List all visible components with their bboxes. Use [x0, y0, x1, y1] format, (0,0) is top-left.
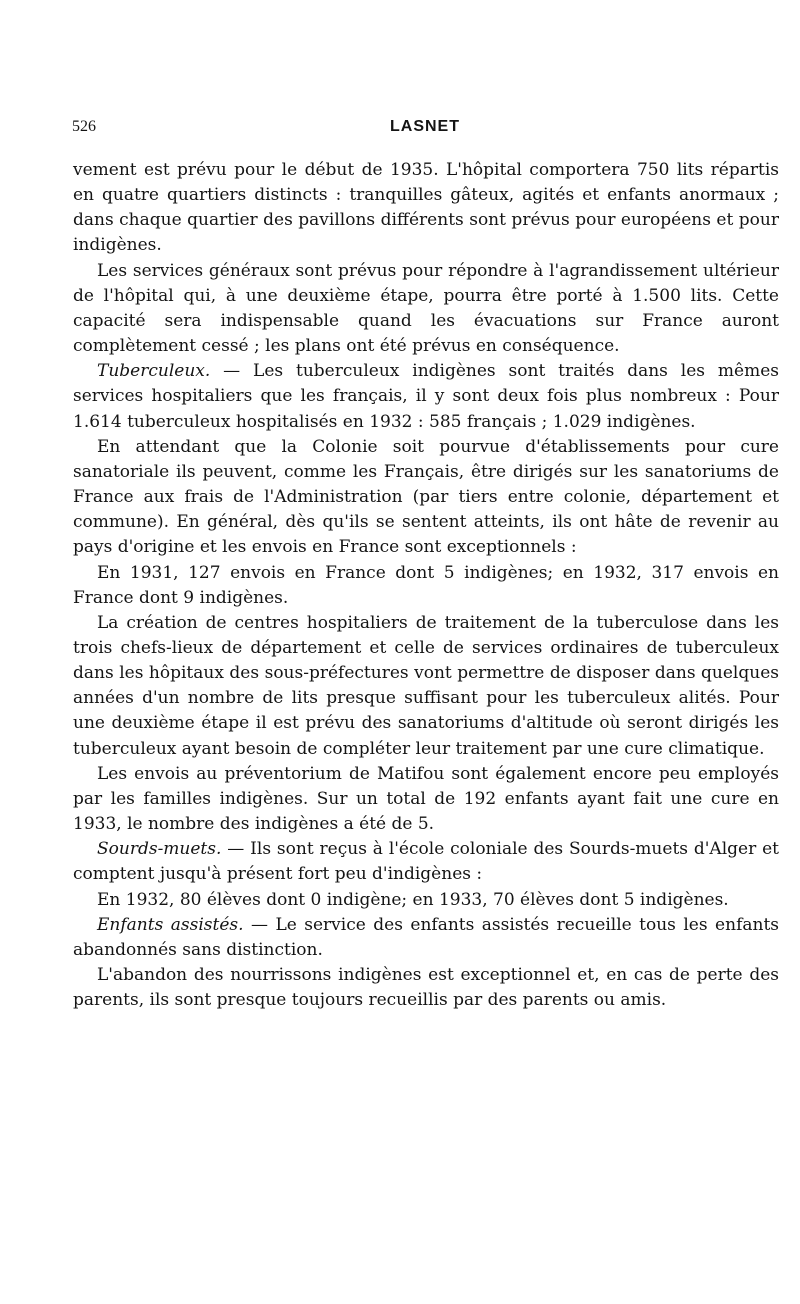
paragraph-envois-statistics: En 1931, 127 envois en France dont 5 indigènes; en 1932, 317 envois en France dont 9 indigènes.	[73, 562, 779, 608]
body-text	[73, 158, 779, 1013]
paragraph-sanatorium-france: En attendant que la Colonie soit pourvue d'établissements pour cure sanatoriale ils peuvent, comme les Français, être dirigés sur les sanatoriums de France aux frais de l'Administration (par tiers entre colonie, département et commune). En général, dès qu'ils se sentent atteints, ils ont hâte de revenir au pays d'origine et les envois en France sont exceptionnels :	[73, 436, 779, 558]
paragraph-abandon: L'abandon des nourrissons indigènes est exceptionnel et, en cas de perte des parents, ils sont presque toujours recueillis par des parents ou amis.	[73, 965, 779, 1011]
paragraph-sourds-muets: Sourds-muets. — Ils sont reçus à l'école coloniale des Sourds-muets d'Alger et comptent jusqu'à présent fort peu d'indigènes :	[73, 839, 779, 885]
paragraph-hospital-centres: La création de centres hospitaliers de traitement de la tuberculose dans les trois chefs-lieux de département et celle de services ordinaires de tuberculeux dans les hôpitaux des sous-préfectures vont permettre de disposer dans quelques années d'un nombre de lits presque suffisant pour les tuberculeux alités. Pour une deuxième étape il est prévu des sanatoriums d'altitude où seront dirigés les tuberculeux ayant besoin de compléter leur traitement par une cure climatique.	[73, 612, 779, 759]
page-header	[72, 118, 778, 142]
paragraph-general-services: Les services généraux sont prévus pour répondre à l'agrandissement ultérieur de l'hôpital qui, à une deuxième étape, pourra être porté à 1.500 lits. Cette capacité sera indispensable quand les évacuations sur France auront complètement cessé ; les plans ont été prévus en conséquence.	[73, 260, 779, 357]
rubric-tuberculeux: Tuberculeux.	[97, 361, 211, 382]
rubric-sourds-muets: Sourds-muets.	[97, 839, 222, 860]
paragraph-eleves-statistics: En 1932, 80 élèves dont 0 indigène; en 1933, 70 élèves dont 5 indigènes.	[97, 889, 729, 910]
paragraph-tuberculeux: Tuberculeux. — Les tuberculeux indigènes sont traités dans les mêmes services hospitaliers que les français, il y sont deux fois plus nombreux : Pour 1.614 tuberculeux hospitalisés en 1932 : 585 français ; 1.029 indigènes.	[73, 361, 779, 432]
paragraph-hospital-continuation: vement est prévu pour le début de 1935. L'hôpital comportera 750 lits répartis en quatre quartiers distincts : tranquilles gâteux, agités et enfants anormaux ; dans chaque quartier des pavillons différents sont prévus pour européens et pour indigènes.	[73, 160, 779, 256]
rubric-enfants-assistes: Enfants assistés.	[97, 914, 244, 935]
paragraph-enfants-assistes: Enfants assistés. — Le service des enfants assistés recueille tous les enfants abandonnés sans distinction.	[73, 914, 779, 960]
running-title: LASNET	[390, 118, 460, 135]
paragraph-preventorium: Les envois au préventorium de Matifou sont également encore peu employés par les familles indigènes. Sur un total de 192 enfants ayant fait une cure en 1933, le nombre des indigènes a été de 5.	[73, 763, 779, 835]
page-number: 526	[72, 118, 96, 135]
